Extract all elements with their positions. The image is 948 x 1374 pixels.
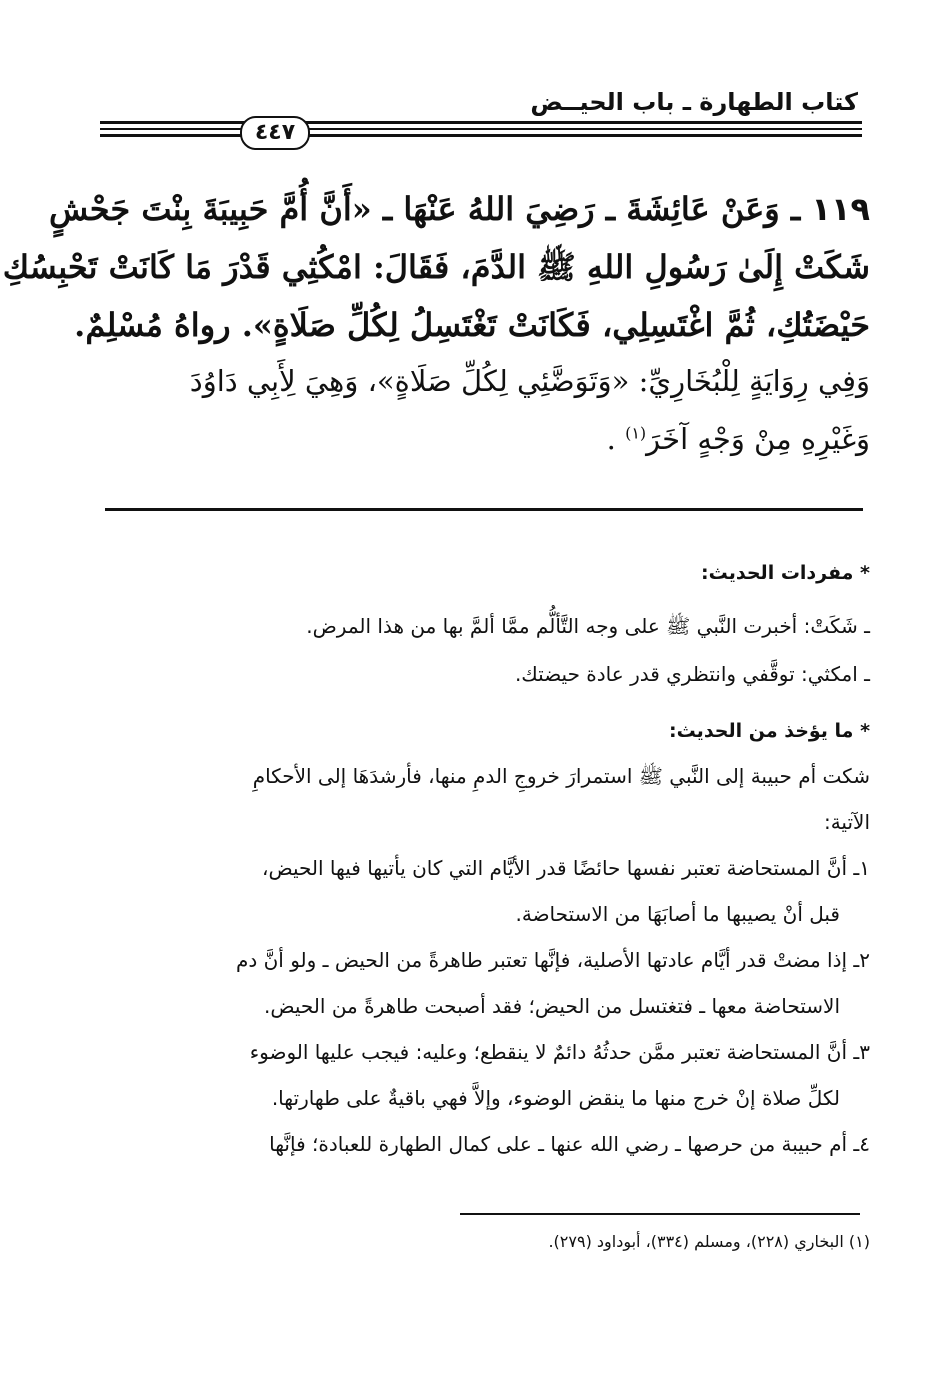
vocabulary-heading: * مفردات الحديث:	[701, 562, 870, 584]
lesson-point-3-cont: لكلِّ صلاة إنْ خرج منها ما ينقض الوضوء، وإلاَّ فهي باقيةٌ على طهارتها.	[271, 1086, 840, 1110]
header-rule-bottom	[100, 134, 862, 137]
vocabulary-item: ـ امكثي: توقَّفي وانتظري قدر عادة حيضتك.	[514, 662, 870, 686]
lessons-intro-line: الآتية:	[823, 810, 870, 834]
lesson-point-1: ١ـ أنَّ المستحاضة تعتبر نفسها حائضًا قدر الأيَّام التي كان يأتيها فيها الحيض،	[262, 856, 870, 880]
header-rule-middle	[100, 128, 862, 130]
running-title: كتاب الطهارة ـ باب الحيــض	[530, 88, 858, 116]
narration-end-period: .	[606, 422, 616, 456]
hadith-text-1: وَعَنْ عَائِشَةَ ـ رَضِيَ اللهُ عَنْهَا ـ «أَنَّ أُمَّ حَبِيبَةَ بِنْتَ جَحْشٍ	[48, 190, 780, 228]
footnote-1: (١) البخاري (٢٢٨)، ومسلم (٣٣٤)، أبوداود (٢٧٩).	[548, 1232, 870, 1251]
vocabulary-item: ـ شَكَتْ: أخبرت النَّبي ﷺ على وجه التَّألُّم ممَّا ألمَّ بها من هذا المرض.	[306, 614, 870, 638]
lesson-point-2-cont: الاستحاضة معها ـ فتغتسل من الحيض؛ فقد أصبحت طاهرةً من الحيض.	[264, 994, 840, 1018]
footnote-reference[interactable]: (١)	[625, 423, 647, 443]
lesson-point-2: ٢ـ إذا مضتْ قدر أيَّام عادتها الأصلية، فإنَّها تعتبر طاهرةً من الحيض ـ ولو أنَّ دم	[235, 948, 870, 972]
hadith-line-3: حَيْضَتُكِ، ثُمَّ اغْتَسِلِي، فَكَانَتْ تَغْتَسِلُ لِكُلِّ صَلَاةٍ». رواهُ مُسْلِمٌ.	[74, 306, 870, 344]
hadith-line-2: شَكَتْ إِلَىٰ رَسُولِ اللهِ ﷺ الدَّمَ، فَقَالَ: امْكُثِي قَدْرَ مَا كَانَتْ تَحْبِسُكِ	[2, 248, 870, 286]
narration-line-1: وَفِي رِوَايَةٍ لِلْبُخَارِيِّ: «وَتَوَضَّئِي لِكُلِّ صَلَاةٍ»، وَهِيَ لِأَبِي دَاوُدَ	[189, 364, 870, 398]
hadith-line-1: ١١٩ ـ وَعَنْ عَائِشَةَ ـ رَضِيَ اللهُ عَنْهَا ـ «أَنَّ أُمَّ حَبِيبَةَ بِنْتَ جَحْشٍ	[48, 190, 870, 228]
narration-line-2	[70, 422, 870, 456]
lessons-intro-line: شكت أم حبيبة إلى النَّبي ﷺ استمرارَ خروجِ الدمِ منها، فأرشدَهَا إلى الأحكامِ	[252, 764, 870, 788]
page-number: ٤٤٧	[240, 116, 310, 150]
section-divider	[105, 508, 863, 511]
lesson-point-4: ٤ـ أم حبيبة من حرصها ـ رضي الله عنها ـ على كمال الطهارة للعبادة؛ فإنَّها	[269, 1132, 870, 1156]
hadith-number: ١١٩	[811, 190, 870, 228]
lesson-point-3: ٣ـ أنَّ المستحاضة تعتبر ممَّن حدثُهُ دائمٌ لا ينقطع؛ وعليه: فيجب عليها الوضوء	[249, 1040, 870, 1064]
footnote-separator	[460, 1213, 860, 1215]
header-rule-top	[100, 121, 862, 124]
narration-text-2: وَغَيْرِهِ مِنْ وَجْهٍ آخَرَ	[646, 422, 870, 456]
lessons-heading: * ما يؤخذ من الحديث:	[668, 720, 870, 742]
lesson-point-1-cont: قبل أنْ يصيبها ما أصابَهَا من الاستحاضة.	[515, 902, 840, 926]
